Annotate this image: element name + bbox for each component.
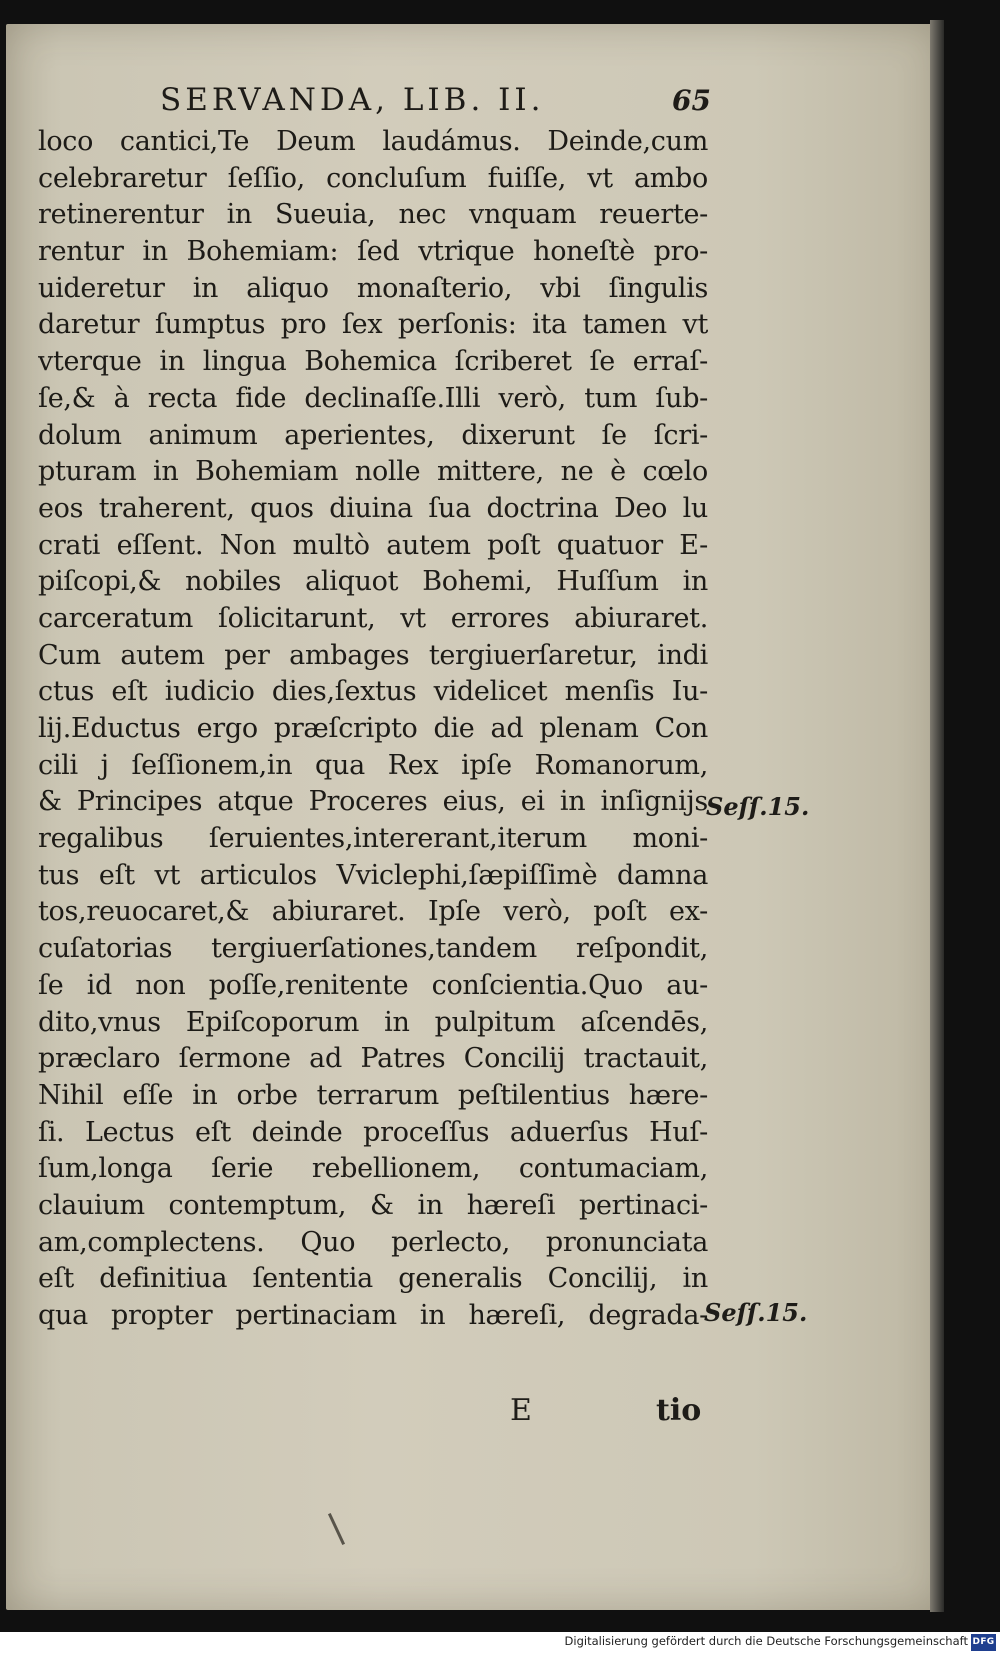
text-line: Cum autem per ambages tergiuerſaretur, indi — [38, 639, 708, 671]
running-head: SERVANDA, LIB. II. — [160, 82, 545, 118]
text-line: tos,reuocaret,& abiuraret. Ipſe verò, poſt ex- — [38, 896, 708, 928]
text-line: cuſatorias tergiuerſationes,tandem reſpondit, — [38, 933, 708, 965]
text-line: & Principes atque Proceres eius, ei in inſignijs — [38, 786, 708, 818]
text-line: ctus eſt iudicio dies,ſextus videlicet menſis Iu- — [38, 676, 708, 708]
text-line: daretur ſumptus pro ſex perſonis: ita tamen vt — [38, 309, 708, 341]
body-text — [38, 124, 708, 1335]
margin-note-session: Seſſ.15. — [706, 792, 810, 821]
text-line: Nihil eſſe in orbe terrarum peſtilentius hære- — [38, 1079, 708, 1111]
text-line: dolum animum aperientes, dixerunt ſe ſcri- — [38, 419, 708, 451]
text-line: eſt definitiua ſententia generalis Concilij, in — [38, 1263, 708, 1295]
page-number: 65 — [672, 84, 711, 117]
text-line: crati eſſent. Non multò autem poſt quatuor E- — [38, 529, 708, 561]
text-line: loco cantici,Te Deum laudámus. Deinde,cum — [38, 126, 708, 157]
text-line: ſum,longa ſerie rebellionem, contumaciam, — [38, 1153, 708, 1185]
text-line: ſe,& à recta fide declinaſſe.Illi verò, tum ſub- — [38, 382, 708, 414]
text-line: piſcopi,& nobiles aliquot Bohemi, Huſſum in — [38, 566, 708, 598]
text-line: ſe id non poſſe,renitente conſcientia.Quo au- — [38, 969, 708, 1001]
text-line: clauium contemptum, & in hæreſi pertinaci- — [38, 1189, 708, 1221]
dfg-logo: DFG — [971, 1634, 996, 1651]
text-line: retinerentur in Sueuia, nec vnquam reuerte- — [38, 199, 708, 231]
text-line: rentur in Bohemiam: ſed vtrique honeſtè pro- — [38, 236, 708, 268]
text-line: carceratum ſolicitarunt, vt errores abiuraret. — [38, 602, 708, 634]
text-line: am,complectens. Quo perlecto, pronunciata — [38, 1226, 708, 1258]
margin-note-session: Seſſ.15. — [704, 1298, 808, 1327]
signature-mark: E — [510, 1393, 532, 1428]
text-line: vterque in lingua Bohemica ſcriberet ſe erraſ- — [38, 346, 708, 378]
text-line: pturam in Bohemiam nolle mittere, ne è cœlo — [38, 456, 708, 488]
text-line: uideretur in aliquo monaſterio, vbi ſingulis — [38, 272, 708, 304]
text-line: præclaro ſermone ad Patres Concilij tractauit, — [38, 1043, 708, 1075]
text-line: dito,vnus Epiſcoporum in pulpitum aſcendēs, — [38, 1006, 708, 1038]
text-line: regalibus ſeruientes,intererant,iterum moni- — [38, 823, 708, 855]
funding-banner — [0, 1632, 1000, 1654]
text-line: celebraretur ſeſſio, concluſum fuiſſe, vt ambo — [38, 162, 708, 194]
text-line: qua propter pertinaciam in hæreſi, degrada- — [38, 1300, 708, 1331]
funding-credit-text: Digitalisierung gefördert durch die Deutsche Forschungsgemeinschaft — [564, 1634, 968, 1648]
text-line: tus eſt vt articulos Vviclephi,ſæpiſſimè damna — [38, 859, 708, 891]
text-line: cili j ſeſſionem,in qua Rex ipſe Romanorum, — [38, 749, 708, 781]
page-edge-shadow — [930, 20, 944, 1612]
text-line: eos traherent, quos diuina ſua doctrina Deo lu — [38, 492, 708, 524]
text-line: ſi. Lectus eſt deinde proceſſus aduerſus Huſ- — [38, 1116, 708, 1148]
catchword: tio — [656, 1393, 702, 1428]
text-line: lij.Eductus ergo præſcripto die ad plenam Con — [38, 713, 708, 744]
